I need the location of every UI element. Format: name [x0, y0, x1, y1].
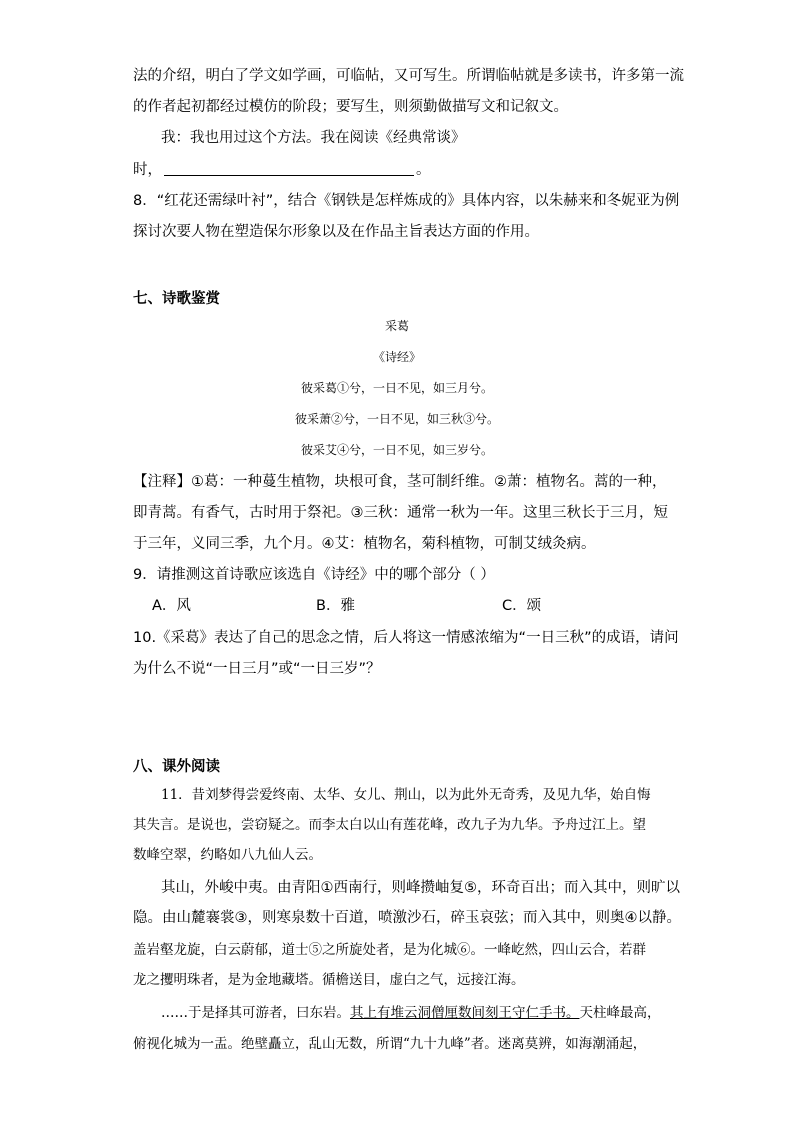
answer-blank[interactable] — [164, 160, 414, 176]
question-10-line2: 为什么不说“一日三月”或“一日三岁”？ — [133, 661, 381, 677]
answer-line — [133, 160, 431, 180]
section-7-heading: 七、诗歌鉴赏 — [133, 291, 220, 307]
passage-text: ……于是择其可游者，曰东岩。 — [161, 1005, 350, 1021]
question-9: 9．请推测这首诗歌应该选自《诗经》中的哪个部分（ ） — [133, 567, 495, 583]
question-10-line1: 10.《采葛》表达了自己的思念之情，后人将这一情感浓缩为“一日三秋”的成语，请问 — [133, 630, 679, 646]
underlined-sentence: 其上有堆云洞僧厘数间刻王守仁手书。 — [350, 1005, 580, 1021]
text-line: 法的介绍，明白了学文如学画，可临帖，又可写生。所谓临帖就是多读书，许多第一流 — [133, 68, 684, 84]
option-b[interactable]: B．雅 — [316, 598, 355, 614]
passage-line: 隐。由山麓褰裳③，则寒泉数十百道，喷激沙石，碎玉哀弦；而入其中，则奥④以静。 — [133, 910, 681, 926]
notes-line: 即青蒿。有香气，古时用于祭祀。③三秋：通常一秋为一年。这里三秋长于三月，短 — [133, 505, 668, 521]
poem-line: 彼采葛①兮，一日不见，如三月兮。 — [300, 381, 493, 395]
passage-line: 数峰空翠，约略如八九仙人云。 — [133, 847, 322, 863]
answer-prefix: 时， — [133, 162, 162, 178]
notes-line: 【注释】①葛：一种蔓生植物，块根可食，茎可制纤维。②萧：植物名。蒿的一种， — [133, 474, 667, 490]
answer-suffix: 。 — [416, 162, 431, 178]
passage-line: 俯视化城为一盂。绝壁矗立，乱山无数，所谓“九十九峰”者。迷离莫辨，如海潮涌起， — [133, 1036, 647, 1052]
passage-line: 11．昔刘梦得尝爱终南、太华、女儿、荆山，以为此外无奇秀，及见九华，始自悔 — [161, 787, 651, 803]
passage-line — [161, 1003, 661, 1023]
text-line: 我：我也用过这个方法。我在阅读《经典常谈》 — [161, 130, 466, 146]
poem-line: 彼采艾④兮，一日不见，如三岁兮。 — [300, 443, 493, 457]
passage-text: 天柱峰最高， — [579, 1005, 661, 1021]
text-line: 的作者起初都经过模仿的阶段；要写生，则须勤做描写文和记叙文。 — [133, 99, 568, 115]
passage-line: 盖岩壑龙旋，白云蔚郁，道士⑤之所旋处者，是为化城⑥。一峰屹然，四山云合，若群 — [133, 942, 646, 958]
question-8-line1: 8．“红花还需绿叶衬”，结合《钢铁是怎样炼成的》具体内容，以朱赫来和冬妮亚为例 — [133, 193, 680, 209]
option-c[interactable]: C．颂 — [502, 598, 542, 614]
question-8-line2: 探讨次要人物在塑造保尔形象以及在作品主旨表达方面的作用。 — [133, 224, 539, 240]
notes-line: 于三年，义同三季，九个月。④艾：植物名，菊科植物，可制艾绒灸病。 — [133, 536, 596, 552]
poem-source: 《诗经》 — [372, 350, 421, 364]
option-a[interactable]: A．风 — [152, 598, 191, 614]
poem-title: 采葛 — [384, 319, 409, 333]
passage-line: 龙之攫明珠者，是为金地藏塔。循檐送目，虚白之气，远接江海。 — [133, 972, 525, 988]
passage-line: 其山，外峻中夷。由青阳①西南行，则峰攒岫复⑤，环奇百出；而入其中，则旷以 — [161, 880, 680, 896]
section-8-heading: 八、课外阅读 — [133, 759, 220, 775]
passage-line: 其失言。是说也，尝窃疑之。而李太白以山有莲花峰，改九子为九华。予舟过江上。望 — [133, 817, 646, 833]
poem-line: 彼采萧②兮，一日不见，如三秋③兮。 — [294, 412, 499, 426]
